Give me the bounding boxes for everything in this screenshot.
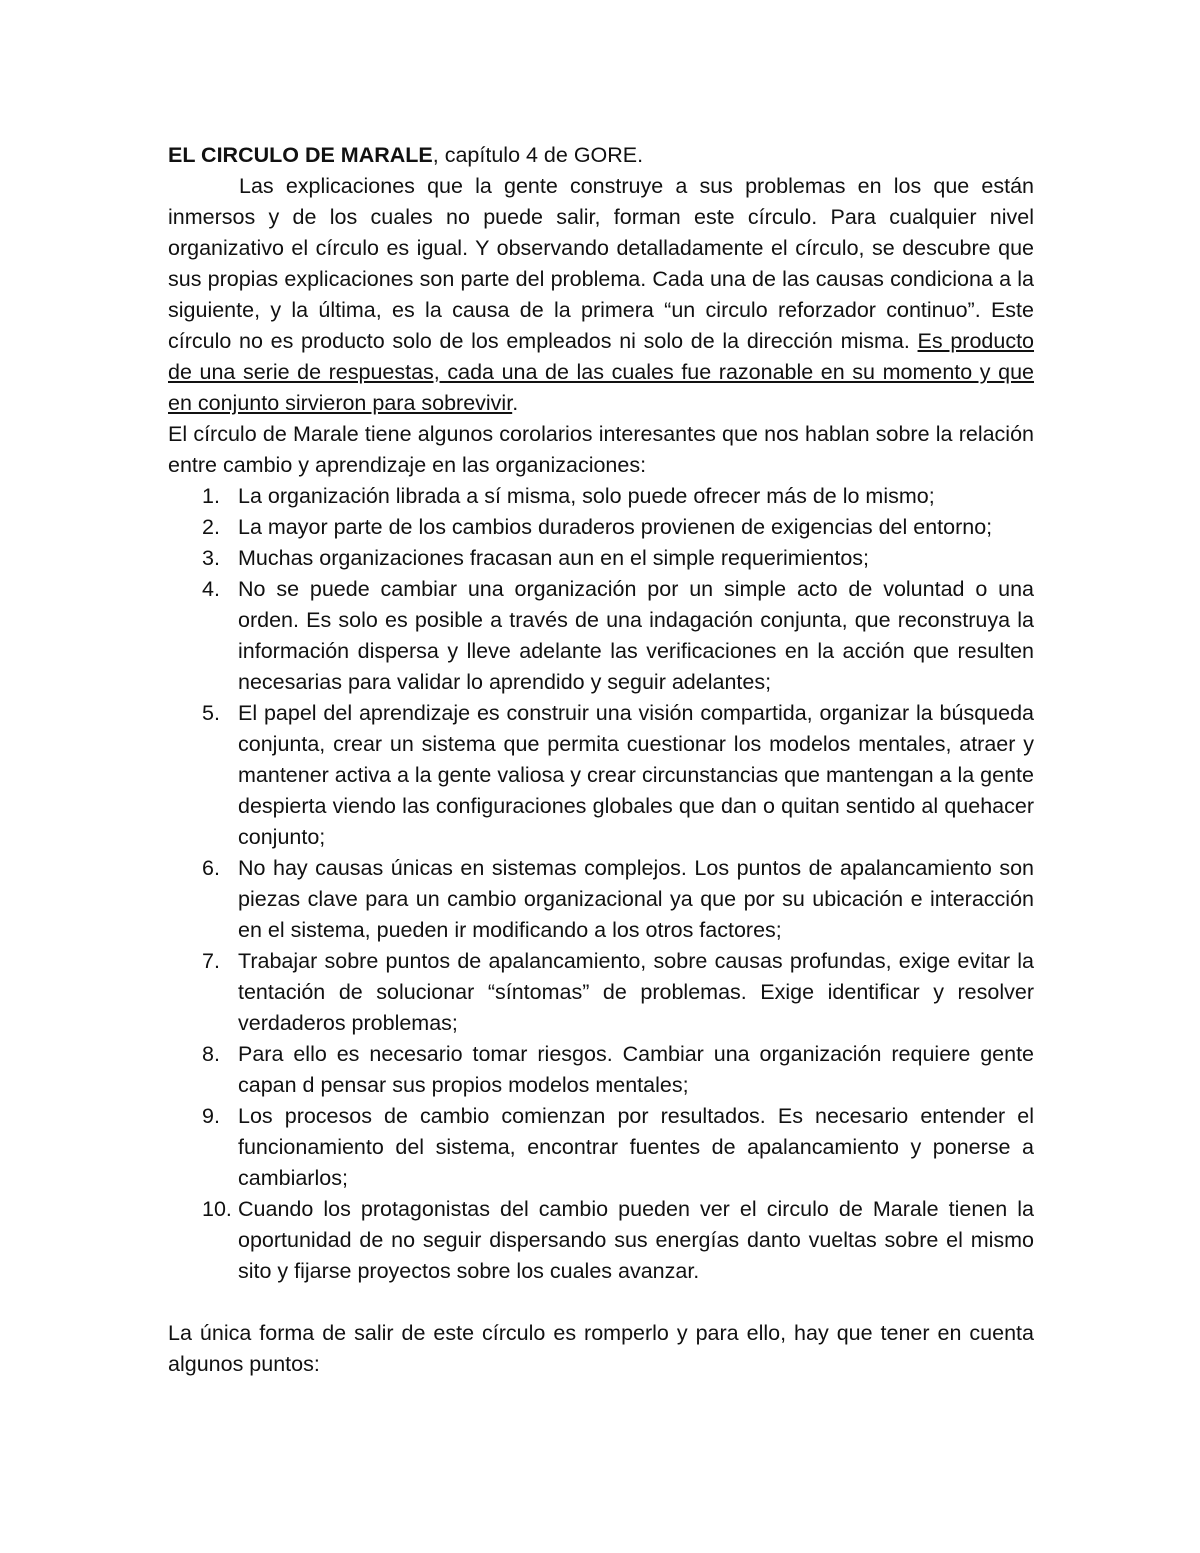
corolarios-list [168, 481, 1034, 1287]
list-item [168, 512, 1034, 543]
list-item [168, 574, 1034, 698]
intro-paragraph [168, 171, 1034, 419]
list-item-number: 1. [202, 484, 220, 508]
paragraph-spacer [168, 1287, 1034, 1318]
list-item-number: 2. [202, 515, 220, 539]
list-item-number: 9. [202, 1104, 220, 1128]
list-item [168, 543, 1034, 574]
list-item-text: Para ello es necesario tomar riesgos. Cambiar una organización requiere gente capan d pensar sus propios modelos mentales; [238, 1042, 1034, 1097]
list-item [168, 481, 1034, 512]
list-item [168, 853, 1034, 946]
title-rest-text: , capítulo 4 de GORE. [432, 143, 644, 167]
list-item-text: La mayor parte de los cambios duraderos provienen de exigencias del entorno; [238, 515, 993, 539]
document-title [168, 140, 1034, 171]
list-item-text: No se puede cambiar una organización por un simple acto de voluntad o una orden. Es solo es posible a través de una indagación conjunta, que reconstruya la información dispersa y lleve adelante las verificaciones en la acción que resulten necesarias para validar lo aprendido y seguir adelantes; [238, 577, 1034, 694]
title-bold-text: EL CIRCULO DE MARALE [168, 143, 433, 167]
list-item-text: La organización librada a sí misma, solo puede ofrecer más de lo mismo; [238, 484, 935, 508]
list-item [168, 1194, 1034, 1287]
list-item-text: Muchas organizaciones fracasan aun en el simple requerimientos; [238, 546, 870, 570]
list-item-number: 10. [202, 1197, 232, 1221]
list-item-text: Los procesos de cambio comienzan por resultados. Es necesario entender el funcionamiento del sistema, encontrar fuentes de apalancamiento y ponerse a cambiarlos; [238, 1104, 1034, 1190]
list-item-number: 7. [202, 949, 220, 973]
list-item-text: No hay causas únicas en sistemas complejos. Los puntos de apalancamiento son piezas clave para un cambio organizacional ya que por su ubicación e interacción en el sistema, pueden ir modificando a los otros factores; [238, 856, 1034, 942]
list-item [168, 1039, 1034, 1101]
list-item-text: El papel del aprendizaje es construir una visión compartida, organizar la búsqueda conjunta, crear un sistema que permita cuestionar los modelos mentales, atraer y mantener activa a la gente valiosa y crear circunstancias que mantengan a la gente despierta viendo las configuraciones globales que dan o quitan sentido al quehacer conjunto; [238, 701, 1034, 849]
corolarios-intro-paragraph: El círculo de Marale tiene algunos corolarios interesantes que nos hablan sobre la relación entre cambio y aprendizaje en las organizaciones: [168, 422, 1034, 477]
list-item-text: Trabajar sobre puntos de apalancamiento, sobre causas profundas, exige evitar la tentación de solucionar “síntomas” de problemas. Exige identificar y resolver verdaderos problemas; [238, 949, 1034, 1035]
list-item [168, 946, 1034, 1039]
list-item-number: 3. [202, 546, 220, 570]
list-item-text: Cuando los protagonistas del cambio pueden ver el circulo de Marale tienen la oportunidad de no seguir dispersando sus energías danto vueltas sobre el mismo sito y fijarse proyectos sobre los cuales avanzar. [238, 1197, 1034, 1283]
list-item-number: 4. [202, 577, 220, 601]
list-item-number: 6. [202, 856, 220, 880]
underlined-sentence: Es producto de una serie de respuestas, cada una de las cuales fue razonable en su momento y que en conjunto sirvieron para sobrevivir [168, 329, 1035, 415]
intro-paragraph-end: . [512, 391, 519, 415]
intro-paragraph-text: Las explicaciones que la gente construye a sus problemas en los que están inmersos y de los cuales no puede salir, forman este círculo. Para cualquier nivel organizativo el círculo es igual. Y observando detalladamente el círculo, se descubre que sus propias explicaciones son parte del problema. Cada una de las causas condiciona a la siguiente, y la última, es la causa de la primera “un circulo reforzador continuo”. Este círculo no es producto solo de los empleados ni solo de la dirección misma. [168, 174, 1034, 353]
list-item [168, 698, 1034, 853]
list-item-number: 5. [202, 701, 220, 725]
document-body [168, 140, 1034, 1380]
list-item [168, 1101, 1034, 1194]
list-item-number: 8. [202, 1042, 220, 1066]
closing-paragraph: La única forma de salir de este círculo es romperlo y para ello, hay que tener en cuenta algunos puntos: [168, 1321, 1034, 1376]
